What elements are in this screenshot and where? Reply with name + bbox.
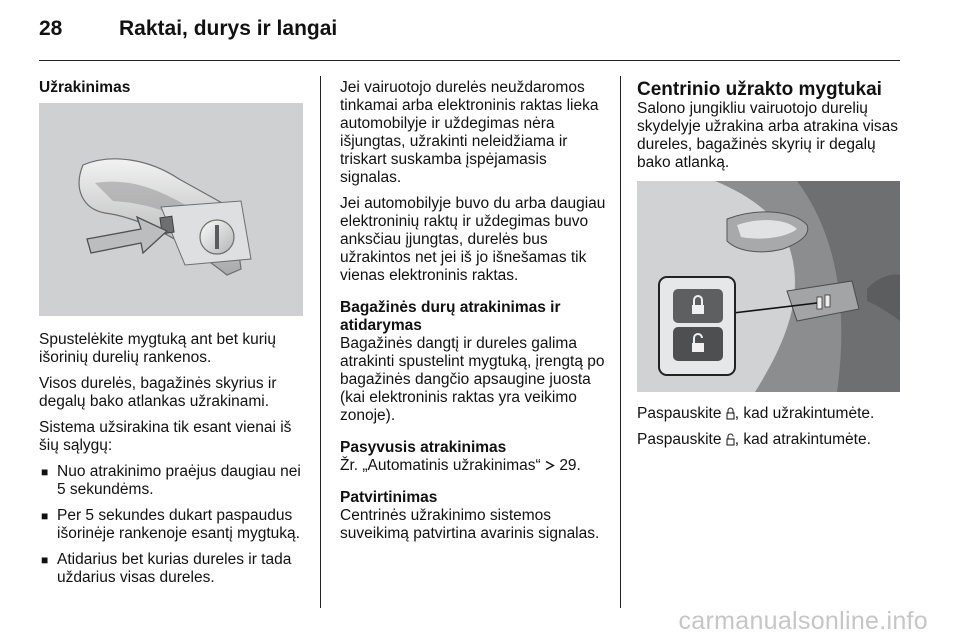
conditions-list <box>39 463 309 587</box>
section-heading-locking: Užrakinimas <box>39 79 131 96</box>
section-heading-central-lock: Centrinio užrakto mygtukai <box>637 79 882 100</box>
column-2 <box>340 79 608 551</box>
page-title: Raktai, durys ir langai <box>119 17 338 40</box>
column-3 <box>637 79 901 180</box>
section-heading-confirmation: Patvirtinimas <box>340 489 438 506</box>
paragraph: Jei vairuotojo durelės neuždaromos tinkamai arba elektroninis raktas lieka automobilyje ir uždegimas nėra išjungtas, užrakinti neleidžiama ir triskart suskamba įspėjamasis signalas. <box>340 79 599 186</box>
cross-reference-page[interactable]: 29. <box>559 457 581 474</box>
unlock-icon <box>726 432 735 446</box>
section-heading-passive: Pasyvusis atrakinimas <box>340 439 507 456</box>
column-1 <box>39 79 305 97</box>
column-1-text <box>39 331 309 595</box>
door-handle-illustration <box>39 103 303 316</box>
list-item: ■ Nuo atrakinimo praėjus daugiau nei 5 sekundėms. <box>39 463 309 499</box>
instruction-text: Paspauskite <box>637 431 726 448</box>
page-reference-icon <box>545 460 555 471</box>
paragraph: Spustelėkite mygtuką ant bet kurių išorinių durelių rankenos. <box>39 331 276 366</box>
instruction-text: Paspauskite <box>637 405 726 422</box>
door-panel-drawing <box>637 181 900 392</box>
paragraph: Salono jungikliu vairuotojo durelių skydelyje užrakina arba atrakina visas dureles, bagažinės skyrių ir degalų bako atlanką. <box>637 100 899 171</box>
paragraph: Bagažinės dangtį ir dureles galima atrakinti spustelint mygtuką, įrengtą po bagažinės dangčio apsaugine juosta (kai elektroninis raktas yra veikimo zonoje). <box>340 335 605 424</box>
list-item: ■ Atidarius bet kurias dureles ir tada uždarius visas dureles. <box>39 551 309 587</box>
paragraph: Visos durelės, bagažinės skyrius ir degalų bako atlankas užrakinami. <box>39 375 277 410</box>
paragraph <box>637 431 901 449</box>
paragraph: Jei automobilyje buvo du arba daugiau elektroninių raktų ir uždegimas buvo anksčiau įjungtas, durelės bus užrakintos net jei iš jo išnešamas tik vienas elektroninis raktas. <box>340 195 606 284</box>
header-rule <box>39 60 900 61</box>
page-header <box>0 0 960 62</box>
paragraph <box>340 457 608 475</box>
instruction-text: , kad atrakintumėte. <box>734 431 871 448</box>
paragraph: Sistema užsirakina tik esant vienai iš šių sąlygų: <box>39 419 292 454</box>
paragraph <box>637 405 901 423</box>
section-heading-trunk: Bagažinės durų atrakinimas ir atidarymas <box>340 299 561 334</box>
instruction-text: , kad užrakintumėte. <box>734 405 875 422</box>
door-handle-drawing <box>39 103 303 316</box>
watermark: carmanualsonline.info <box>678 607 928 635</box>
door-panel-illustration <box>637 181 900 392</box>
list-item: ■ Per 5 sekundes dukart paspaudus išorinėje rankenoje esantį mygtuką. <box>39 507 309 543</box>
column-divider-1 <box>320 76 321 608</box>
page-number: 28 <box>39 17 63 40</box>
cross-reference-text: Žr. „Automatinis užrakinimas“ <box>340 457 545 474</box>
lock-icon <box>726 406 735 420</box>
paragraph: Centrinės užrakinimo sistemos suveikimą patvirtina avarinis signalas. <box>340 507 600 542</box>
column-divider-2 <box>620 76 621 608</box>
column-3-text <box>637 405 901 457</box>
